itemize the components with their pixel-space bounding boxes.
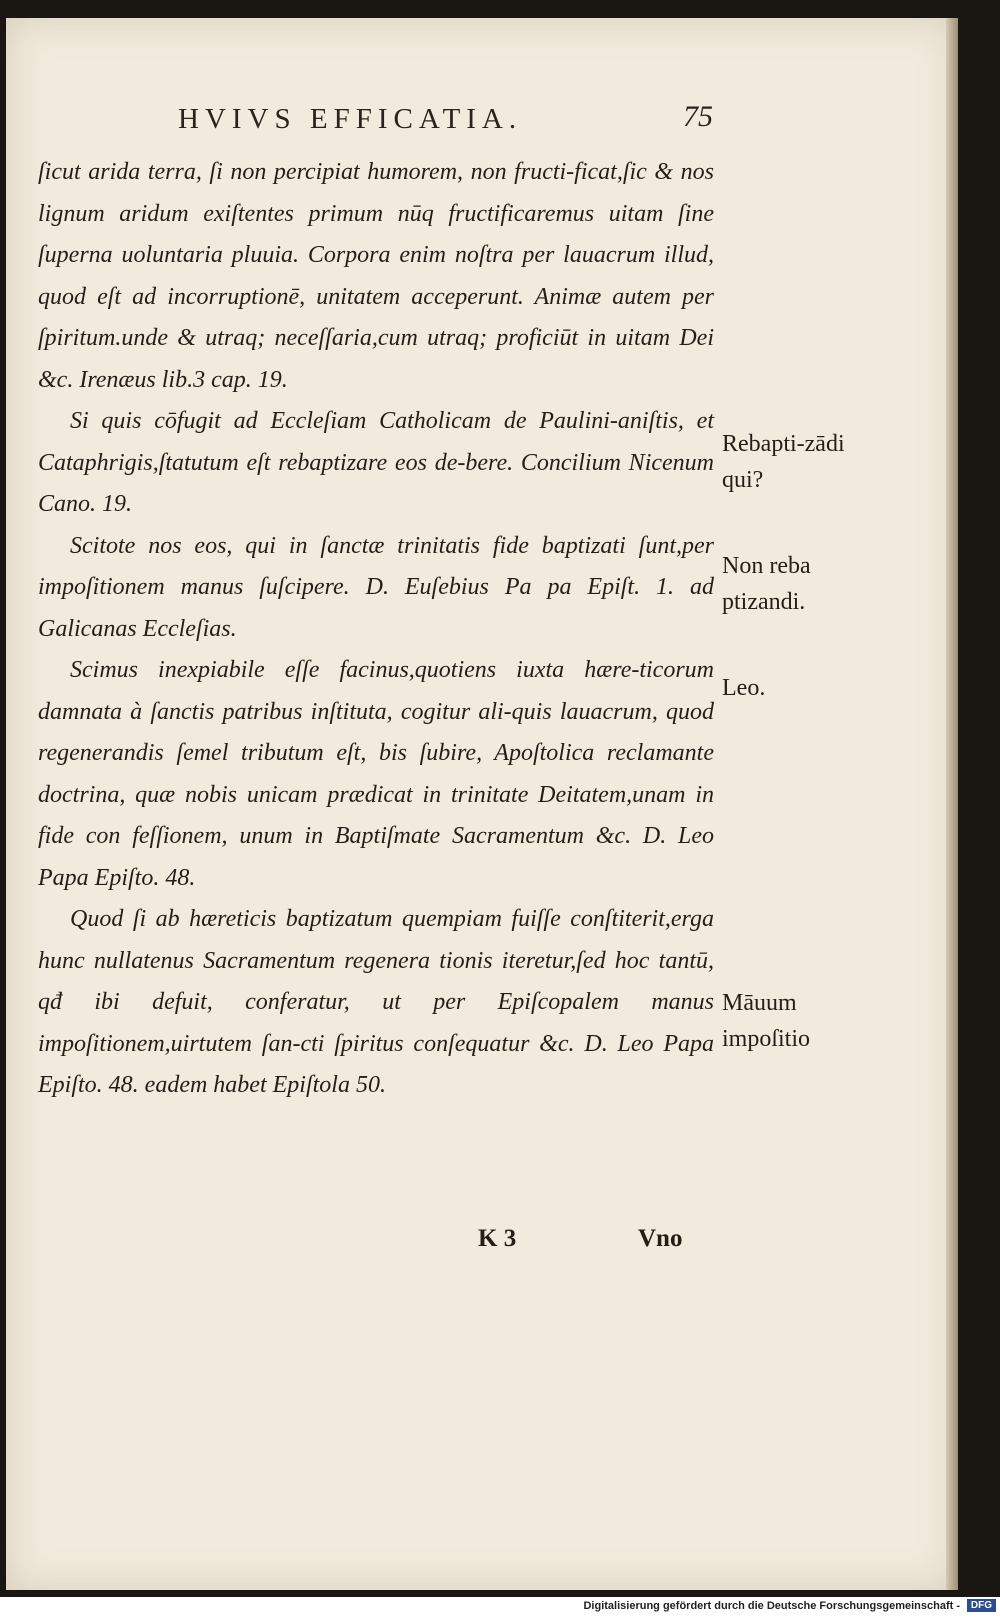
margin-note-manuum-impositio: Māuum impoſitio [722, 990, 811, 1052]
paragraph-irenaeus: ſicut arida terra, ſi non percipiat humorem, non fructi-ficat,ſic & nos lignum aridum exiſtentes primum nūq fructificaremus uitam ſine ſuperna uoluntaria pluuia. Corpora enim noſtra per lauacrum illud, quod eſt ad incorruptionē, unitatem acceperunt. Animæ autem per ſpiritum.unde & utraq; neceſſaria,cum utraq; proficiūt in uitam Dei &c. Irenæus lib.3 cap. 19. [38, 159, 714, 393]
margin-note-rebaptizandi: Rebapti-zādi qui? [722, 431, 845, 493]
page-number: 75 [683, 100, 713, 133]
running-head: HVIVS EFFICATIA. [178, 103, 523, 135]
paragraph-leo-2: Quod ſi ab hæreticis baptizatum quempiam fuiſſe conſtiterit,erga hunc nullatenus Sacramentum regenera tionis iteretur,ſed hoc tantū, qđ ibi defuit, conferatur, ut per Epiſcopalem manus impoſitionem,uirtutem ſan-cti ſpiritus conſequatur &c. D. Leo Papa Epiſto. 48. eadem habet Epiſtola 50. [38, 906, 714, 1098]
signature-mark: K 3 [478, 1225, 517, 1252]
margin-note-non-rebaptizandi: Non reba ptizandi. [722, 553, 811, 615]
paragraph-leo-1: Scimus inexpiabile eſſe facinus,quotiens iuxta hære-ticorum damnata à ſanctis patribus inſtituta, cogitur ali-quis lauacrum, quod regenerandis ſemel tributum eſt, bis ſubire, Apoſtolica reclamante doctrina, quæ nobis unicam prædicat in trinitate Deitatem,unam in fide con feſſionem, unum in Baptiſmate Sacramentum &c. D. Leo Papa Epiſto. 48. [38, 657, 714, 891]
catchword: Vno [638, 1225, 683, 1252]
footer-credit: Digitalisierung gefördert durch die Deutsche Forschungsgemeinschaft - [583, 1600, 960, 1612]
margin-note-leo: Leo. [722, 675, 766, 701]
main-text [38, 152, 714, 1107]
page-edge [946, 18, 958, 1590]
dfg-logo: DFG [967, 1599, 996, 1612]
paragraph-eusebius: Scitote nos eos, qui in ſanctæ trinitatis fide baptizati ſunt,per impoſitionem manus ſuſcipere. D. Euſebius Pa pa Epiſt. 1. ad Galicanas Eccleſias. [38, 532, 714, 642]
paragraph-concilium-nicenum: Si quis cōfugit ad Eccleſiam Catholicam de Paulini-aniſtis, et Cataphrigis,ſtatutum eſt rebaptizare eos de-bere. Concilium Nicenum Cano. 19. [38, 408, 714, 517]
